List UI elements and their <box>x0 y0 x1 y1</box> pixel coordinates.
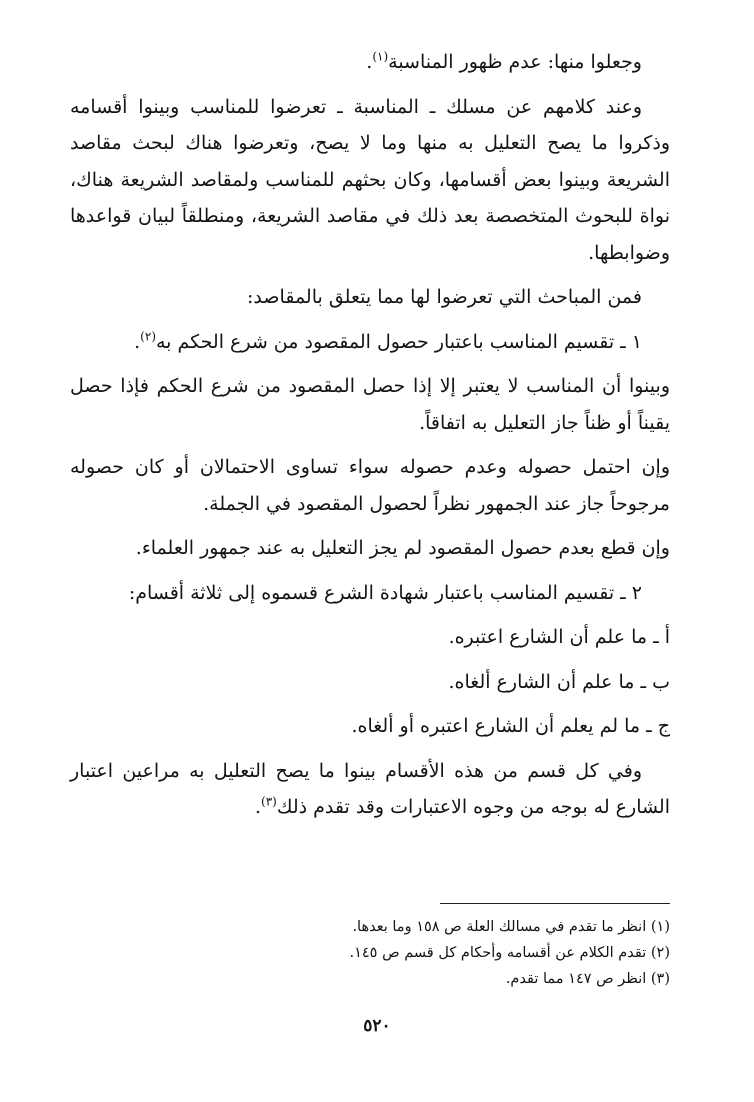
footnote-divider <box>440 903 670 904</box>
footnote-ref[interactable]: (٢) <box>140 329 156 344</box>
footnote-item: (٣) انظر ص ١٤٧ مما تقدم. <box>505 971 670 987</box>
footnote-ref[interactable]: (٣) <box>261 794 277 809</box>
paragraph-end-punct: . <box>254 796 262 818</box>
paragraph-end-punct: . <box>134 330 141 353</box>
footnote-ref[interactable]: (١) <box>372 49 389 64</box>
footnotes <box>70 914 670 992</box>
paragraph-text: وإن احتمل حصوله وعدم حصوله سواء تساوى الاحتمالان أو كان حصوله مرجوحاً جاز عند الجمهور نظراً لحصول المقصود في الجملة. <box>70 456 670 515</box>
paragraph-text: وبينوا أن المناسب لا يعتبر إلا إذا حصل المقصود من شرع الحكم فإذا حصل يقيناً أو ظناً جاز التعليل به اتفاقاً. <box>70 375 670 434</box>
paragraph-text: ٢ ـ تقسيم المناسب باعتبار شهادة الشرع قسموه إلى ثلاثة أقسام: <box>128 581 642 604</box>
paragraph-end-punct: . <box>366 51 373 73</box>
paragraph-text: أ ـ ما علم أن الشارع اعتبره. <box>448 626 670 648</box>
paragraph <box>70 279 670 316</box>
paragraph-text: وعند كلامهم عن مسلك ـ المناسبة ـ تعرضوا للمناسب وبينوا أقسامه وذكروا ما يصح التعليل به منها وما لا يصح، وتعرضوا هناك لبحث مقاصد الشريعة وبينوا بعض أقسامها، وكان بحثهم للمناسب ولمقاصد الشريعة هناك، نواة للبحوث المتخصصة بعد ذلك في مقاصد الشريعة، ومنطلقاً لبيان قواعدها وضوابطها. <box>70 95 670 264</box>
paragraph <box>70 368 670 441</box>
footnote-item: (١) انظر ما تقدم في مسالك العلة ص ١٥٨ وما بعدها. <box>352 919 670 935</box>
paragraph <box>70 44 670 81</box>
paragraph <box>70 664 670 701</box>
paragraph-text: ج ـ ما لم يعلم أن الشارع اعتبره أو ألغاه. <box>351 715 670 737</box>
paragraph-text: وفي كل قسم من هذه الأقسام بينوا ما يصح التعليل به مراعين اعتبار الشارع له بوجه من وجوه الاعتبارات وقد تقدم ذلك <box>70 759 670 818</box>
paragraph <box>70 575 670 612</box>
paragraph <box>70 753 670 826</box>
paragraph <box>70 619 670 656</box>
paragraph <box>70 708 670 745</box>
paragraph-text: ب ـ ما علم أن الشارع ألغاه. <box>448 670 670 693</box>
paragraph <box>70 449 670 522</box>
paragraph-text: فمن المباحث التي تعرضوا لها مما يتعلق بالمقاصد: <box>247 286 642 308</box>
paragraph-text: وإن قطع بعدم حصول المقصود لم يجز التعليل به عند جمهور العلماء. <box>135 537 670 559</box>
footnote-item: (٢) تقدم الكلام عن أقسامه وأحكام كل قسم ص ١٤٥. <box>349 945 670 961</box>
page-number: ٥٢٠ <box>363 1016 391 1036</box>
paragraph-text: وجعلوا منها: عدم ظهور المناسبة <box>388 51 642 73</box>
paragraph <box>70 324 670 361</box>
paragraph-text: ١ ـ تقسيم المناسب باعتبار حصول المقصود من شرع الحكم به <box>156 330 642 353</box>
main-text <box>70 44 670 834</box>
paragraph <box>70 89 670 272</box>
paragraph <box>70 530 670 567</box>
